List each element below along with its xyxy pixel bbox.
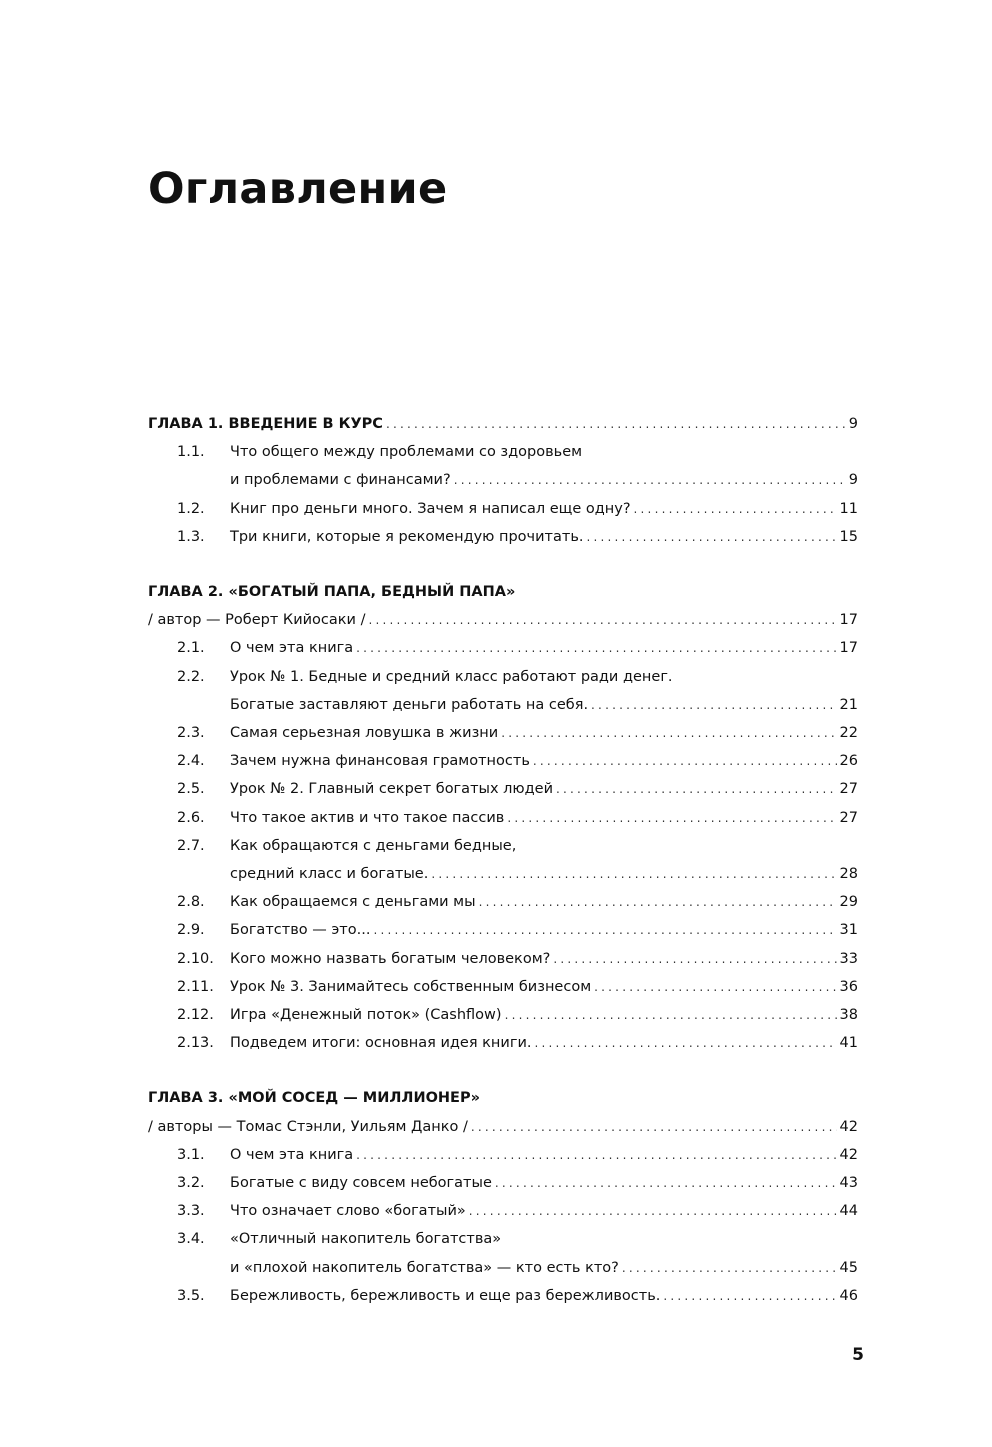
toc-entry-text: Что общего между проблемами со здоровьем bbox=[230, 444, 583, 461]
dot-leader bbox=[373, 916, 836, 944]
page-number: 5 bbox=[852, 1345, 864, 1365]
toc-page-number: 26 bbox=[839, 753, 858, 770]
toc-item bbox=[148, 1254, 858, 1282]
toc-entry-text: О чем эта книга bbox=[230, 640, 354, 657]
toc-item bbox=[148, 1029, 858, 1057]
toc-item-number: 2.12. bbox=[177, 1007, 214, 1023]
toc-entry-text: Урок № 3. Занимайтесь собственным бизнесом bbox=[230, 978, 592, 995]
toc-item-number: 2.11. bbox=[177, 978, 214, 995]
dot-leader bbox=[556, 775, 837, 803]
dot-leader bbox=[533, 747, 837, 775]
toc-item bbox=[148, 888, 858, 916]
toc-entry-text: и проблемами с финансами? bbox=[230, 472, 451, 489]
toc-entry-text: Книг про деньги много. Зачем я написал еще одну? bbox=[230, 500, 631, 517]
toc-item bbox=[148, 916, 858, 944]
toc-item bbox=[148, 1282, 858, 1310]
toc-page-number: 15 bbox=[839, 528, 858, 545]
toc-item-number: 2.6. bbox=[177, 809, 205, 826]
toc-page-number: 42 bbox=[839, 1118, 858, 1135]
toc-entry-text: Богатые заставляют деньги работать на себя. bbox=[230, 696, 589, 713]
toc-item-number: 1.1. bbox=[177, 444, 205, 461]
toc-page-number: 17 bbox=[839, 640, 858, 657]
toc-page-number: 31 bbox=[839, 922, 858, 939]
dot-leader bbox=[622, 1254, 837, 1282]
toc-entry-text: ГЛАВА 3. «МОЙ СОСЕД — МИЛЛИОНЕР» bbox=[148, 1090, 480, 1107]
toc-entry-text: / авторы — Томас Стэнли, Уильям Данко / bbox=[148, 1118, 468, 1135]
dot-leader bbox=[505, 1001, 837, 1029]
dot-leader bbox=[386, 410, 846, 438]
toc-item-number: 3.1. bbox=[177, 1146, 205, 1163]
toc-item bbox=[148, 973, 858, 1001]
toc-item bbox=[148, 1169, 858, 1197]
toc-page-number: 22 bbox=[839, 725, 858, 741]
dot-leader bbox=[535, 1029, 837, 1057]
toc-entry-text: Как обращаемся с деньгами мы bbox=[230, 894, 476, 911]
page-title: Оглавление bbox=[148, 164, 448, 214]
toc-page-number: 9 bbox=[848, 416, 858, 432]
toc-item-number: 2.1. bbox=[177, 640, 205, 657]
chapter-heading bbox=[148, 1084, 858, 1112]
toc-item-number: 2.5. bbox=[177, 781, 205, 798]
toc-entry-text: Кого можно назвать богатым человеком? bbox=[230, 950, 551, 967]
toc-item bbox=[148, 1225, 858, 1253]
toc-item bbox=[148, 804, 858, 832]
toc-item-number: 3.3. bbox=[177, 1203, 205, 1220]
toc-item bbox=[148, 438, 858, 466]
toc-item bbox=[148, 1001, 858, 1029]
chapter-author bbox=[148, 606, 858, 634]
dot-leader bbox=[507, 804, 836, 832]
toc-item-number: 3.5. bbox=[177, 1287, 205, 1304]
toc-entry-text: Что такое актив и что такое пассив bbox=[230, 809, 505, 826]
dot-leader bbox=[356, 634, 836, 662]
toc-item bbox=[148, 691, 858, 719]
toc-item bbox=[148, 663, 858, 691]
dot-leader bbox=[471, 1113, 837, 1141]
dot-leader bbox=[479, 888, 837, 916]
toc-page-number: 29 bbox=[839, 894, 858, 911]
toc-item bbox=[148, 945, 858, 973]
dot-leader bbox=[663, 1282, 836, 1310]
chapter-heading bbox=[148, 410, 858, 438]
toc-page-number: 38 bbox=[839, 1007, 858, 1023]
toc-item-number: 3.4. bbox=[177, 1231, 205, 1248]
toc-item-number: 2.8. bbox=[177, 894, 205, 911]
dot-leader bbox=[586, 523, 836, 551]
toc-item-number: 2.7. bbox=[177, 837, 205, 854]
toc-entry-text: Как обращаются с деньгами бедные, bbox=[230, 837, 517, 854]
toc-item-number: 2.13. bbox=[177, 1035, 214, 1052]
toc-item-number: 3.2. bbox=[177, 1175, 205, 1191]
chapter-author bbox=[148, 1113, 858, 1141]
toc-item-number: 2.10. bbox=[177, 950, 214, 967]
toc-entry-text: ГЛАВА 1. ВВЕДЕНИЕ В КУРС bbox=[148, 416, 383, 432]
toc-entry-text: Игра «Денежный поток» (Cashflow) bbox=[230, 1007, 502, 1023]
dot-leader bbox=[591, 691, 837, 719]
toc-entry-text: Богатство — это... bbox=[230, 922, 371, 939]
toc-item-number: 2.3. bbox=[177, 725, 205, 741]
toc-entry-text: О чем эта книга bbox=[230, 1146, 354, 1163]
toc-page-number: 9 bbox=[848, 472, 858, 489]
toc-page-number: 36 bbox=[839, 978, 858, 995]
dot-leader bbox=[368, 606, 836, 634]
toc-page-number: 43 bbox=[839, 1175, 858, 1191]
toc-entry-text: ГЛАВА 2. «БОГАТЫЙ ПАПА, БЕДНЫЙ ПАПА» bbox=[148, 584, 516, 600]
toc-item bbox=[148, 747, 858, 775]
dot-leader bbox=[454, 466, 846, 494]
dot-leader bbox=[356, 1141, 836, 1169]
toc-entry-text: Подведем итоги: основная идея книги. bbox=[230, 1035, 532, 1052]
toc-entry-text: «Отличный накопитель богатства» bbox=[230, 1231, 502, 1248]
toc-page-number: 28 bbox=[839, 866, 858, 882]
toc-item bbox=[148, 719, 858, 747]
dot-leader bbox=[553, 945, 836, 973]
toc-item bbox=[148, 495, 858, 523]
toc-page-number: 17 bbox=[839, 612, 858, 629]
toc-item bbox=[148, 634, 858, 662]
chapter-heading bbox=[148, 578, 858, 606]
toc-item bbox=[148, 1141, 858, 1169]
toc-page-number: 27 bbox=[839, 809, 858, 826]
toc-entry-text: / автор — Роберт Кийосаки / bbox=[148, 612, 366, 629]
toc-item-number: 1.2. bbox=[177, 500, 205, 517]
toc-item bbox=[148, 775, 858, 803]
toc-entry-text: Урок № 2. Главный секрет богатых людей bbox=[230, 781, 553, 798]
toc-entry-text: средний класс и богатые. bbox=[230, 866, 429, 882]
toc-item bbox=[148, 466, 858, 494]
toc-item-number: 2.9. bbox=[177, 922, 205, 939]
toc-item bbox=[148, 860, 858, 888]
toc-item-number: 2.2. bbox=[177, 668, 205, 685]
toc-entry-text: Что означает слово «богатый» bbox=[230, 1203, 466, 1220]
toc-entry-text: и «плохой накопитель богатства» — кто есть кто? bbox=[230, 1259, 619, 1276]
toc-entry-text: Зачем нужна финансовая грамотность bbox=[230, 753, 530, 770]
toc-page-number: 27 bbox=[839, 781, 858, 798]
toc-entry-text: Самая серьезная ловушка в жизни bbox=[230, 725, 499, 741]
toc-page-number: 21 bbox=[839, 696, 858, 713]
toc-entry-text: Три книги, которые я рекомендую прочитать. bbox=[230, 528, 584, 545]
toc-page-number: 45 bbox=[839, 1259, 858, 1276]
toc-page-number: 11 bbox=[839, 500, 858, 517]
toc-item-number: 1.3. bbox=[177, 528, 205, 545]
dot-leader bbox=[634, 495, 837, 523]
toc-page-number: 41 bbox=[839, 1035, 858, 1052]
dot-leader bbox=[495, 1169, 837, 1197]
toc-item-number: 2.4. bbox=[177, 753, 205, 770]
toc-entry-text: Богатые с виду совсем небогатые bbox=[230, 1175, 492, 1191]
toc-page-number: 46 bbox=[839, 1287, 858, 1304]
toc-item bbox=[148, 832, 858, 860]
dot-leader bbox=[594, 973, 836, 1001]
toc-page-number: 42 bbox=[839, 1146, 858, 1163]
toc-page-number: 44 bbox=[839, 1203, 858, 1220]
toc-page-number: 33 bbox=[839, 950, 858, 967]
toc-item bbox=[148, 1197, 858, 1225]
dot-leader bbox=[431, 860, 836, 888]
toc-entry-text: Бережливость, бережливость и еще раз бережливость. bbox=[230, 1287, 661, 1304]
toc-entry-text: Урок № 1. Бедные и средний класс работают ради денег. bbox=[230, 668, 673, 685]
toc-item bbox=[148, 523, 858, 551]
dot-leader bbox=[501, 719, 836, 747]
dot-leader bbox=[469, 1197, 837, 1225]
